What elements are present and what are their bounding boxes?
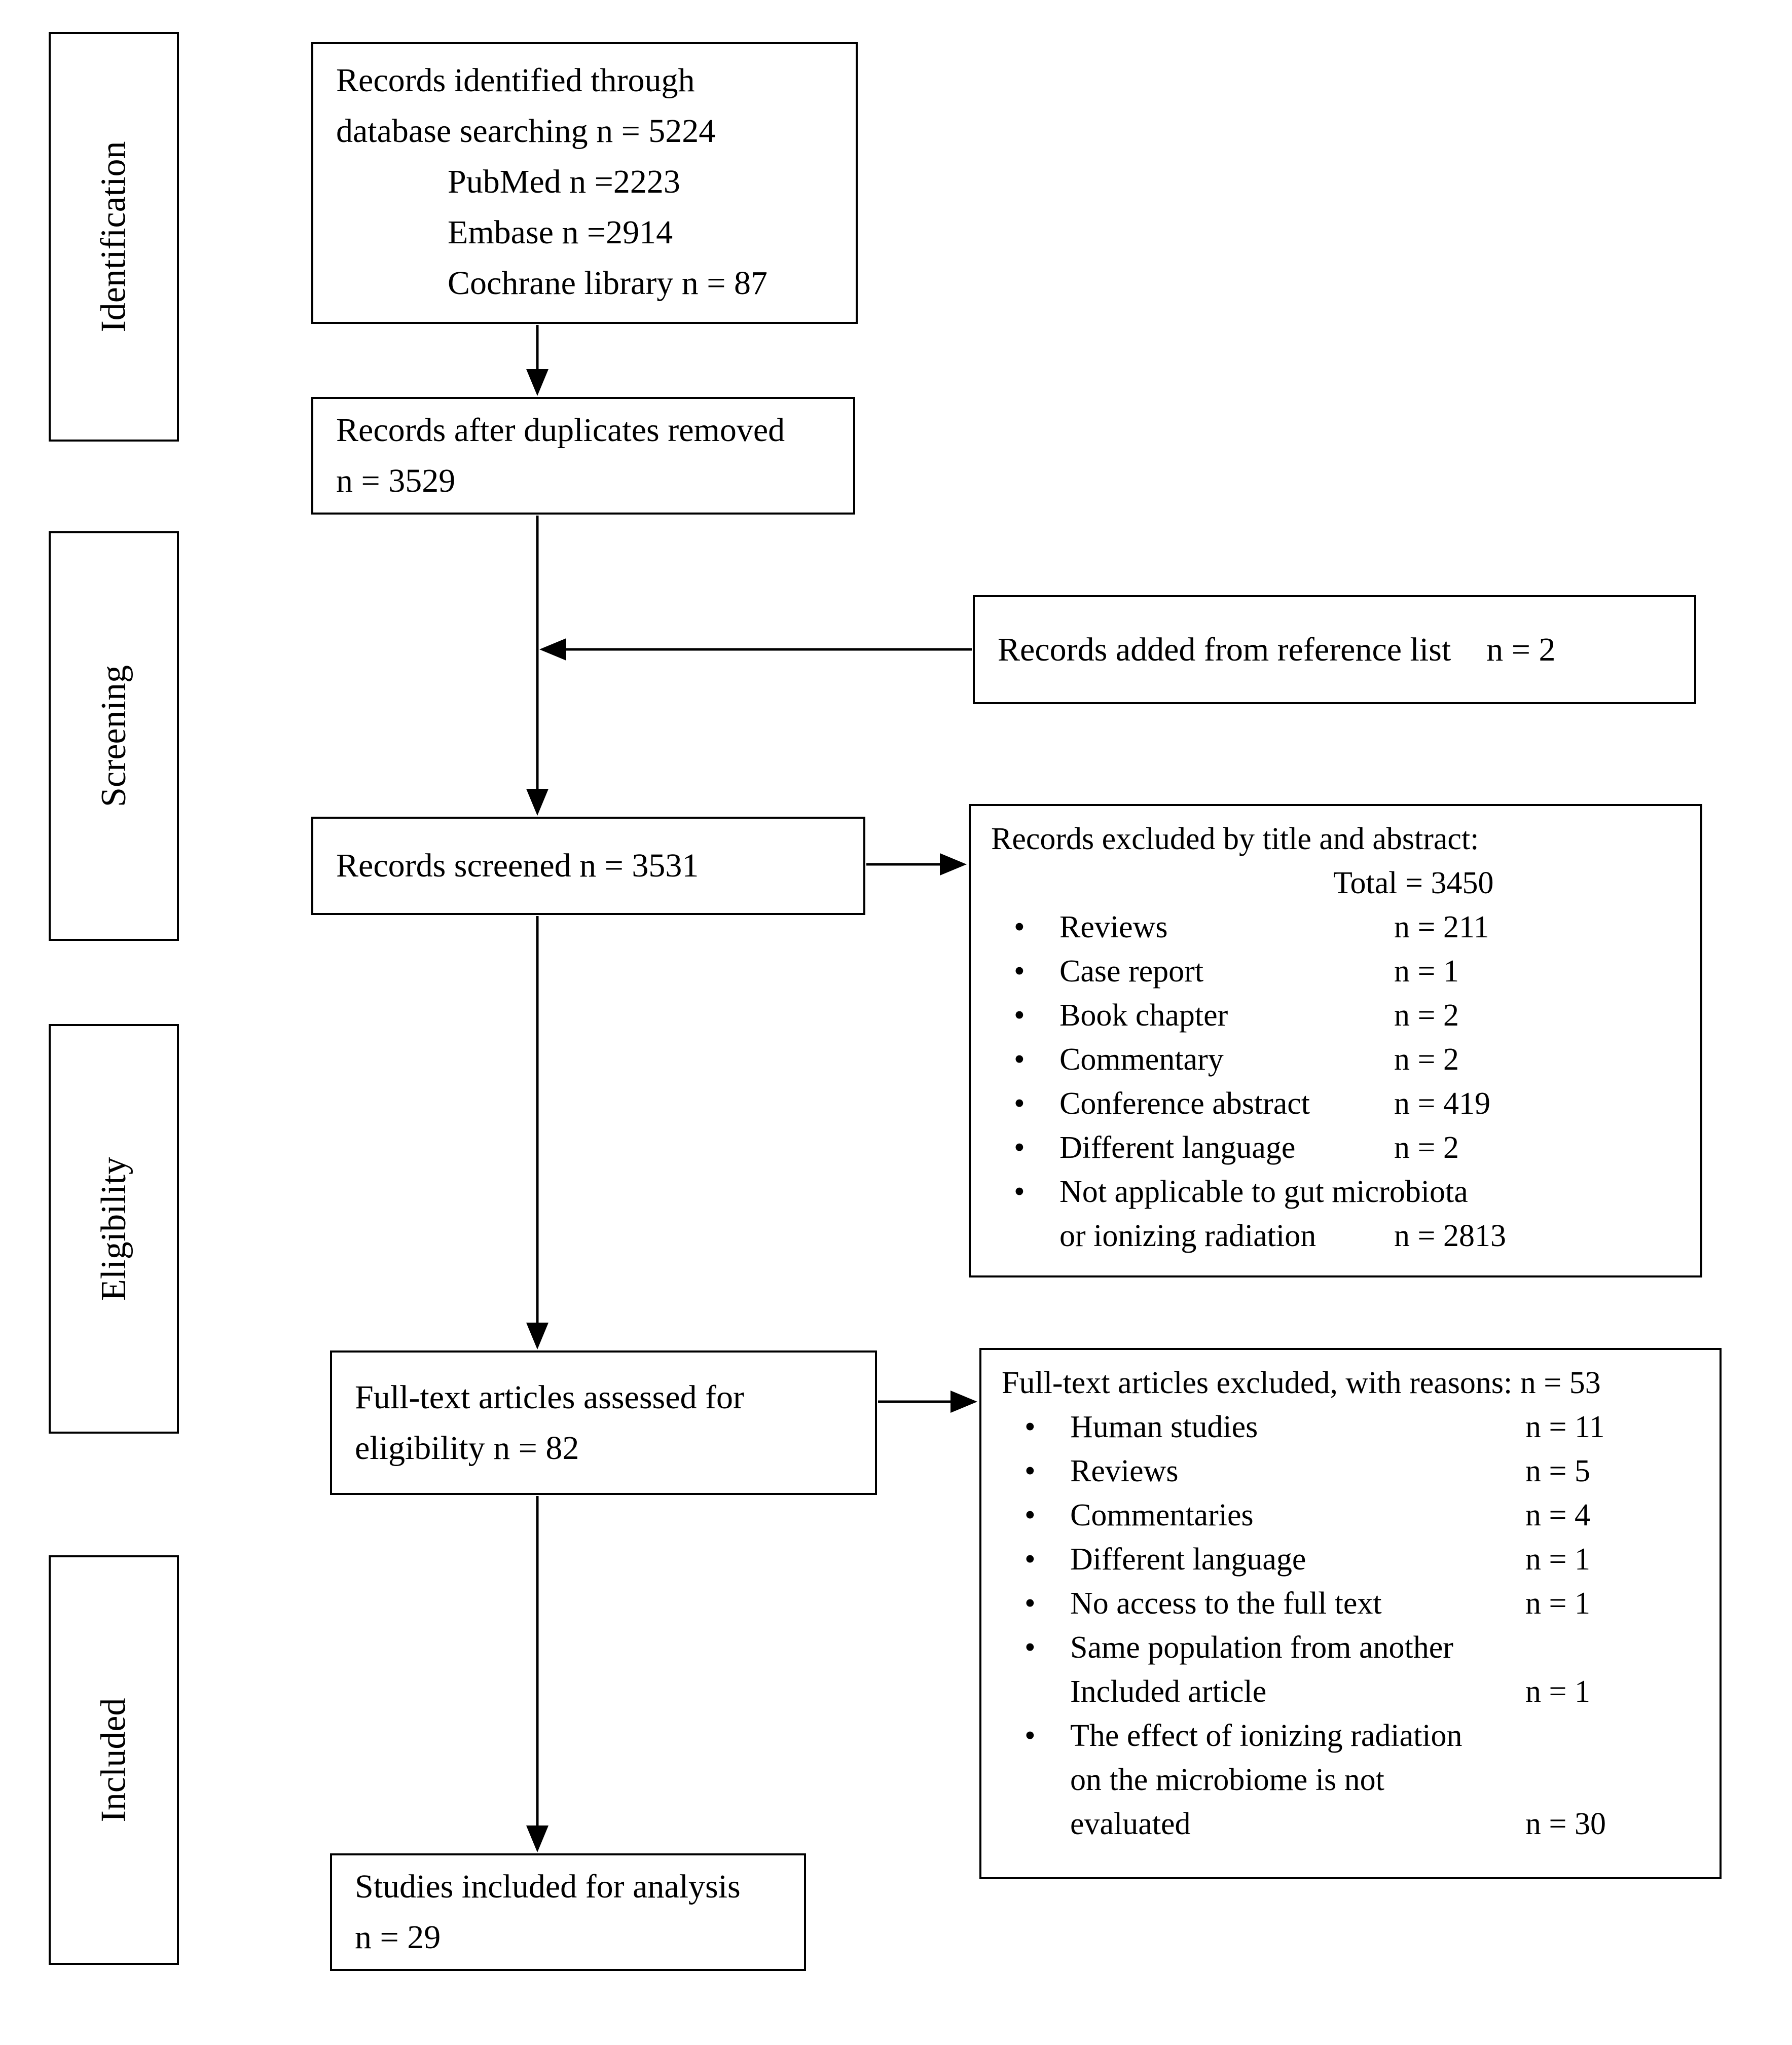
bullet-icon: • <box>1014 1130 1025 1165</box>
exclusion-reason-label: Commentaries n = 4 <box>1070 1493 1699 1538</box>
exclusion-reason-count: n = 1 <box>1525 1542 1590 1577</box>
exclusion-reason-item <box>991 1038 1680 1082</box>
fulltext-assessed-line1: Full-text articles assessed for <box>355 1378 744 1416</box>
exclusion-reason-label: Different language n = 2 <box>1059 1126 1680 1170</box>
exclusion-reason-item <box>1002 1626 1699 1714</box>
studies-included-line2: n = 29 <box>355 1919 441 1956</box>
exclusion-reason-label: on the microbiome is not <box>1070 1763 1384 1797</box>
bullet-icon: • <box>1025 1586 1036 1621</box>
arrow-screened-to-fulltext <box>526 916 548 1349</box>
arrow-screened-to-excluded <box>866 853 967 875</box>
box-records-screened <box>311 817 865 915</box>
fulltext-assessed-line2: eligibility n = 82 <box>355 1429 579 1467</box>
arrow-reference-to-flow <box>539 638 972 661</box>
exclusion-reason-count: n = 30 <box>1525 1807 1606 1841</box>
stage-label-text: Identification <box>94 141 133 333</box>
exclusion-reason-label: Commentary n = 2 <box>1059 1038 1680 1082</box>
exclusion-reason-label: Reviews n = 211 <box>1059 905 1680 950</box>
box-records-identified <box>311 42 858 324</box>
duplicates-removed-line2: n = 3529 <box>336 462 456 499</box>
exclusion-reason-count: n = 5 <box>1525 1454 1590 1488</box>
box-studies-included <box>330 1853 806 1971</box>
exclusion-reason-item <box>991 905 1680 950</box>
source-cochrane: Cochrane library n = 87 <box>448 265 768 302</box>
stage-label-identification <box>49 32 179 442</box>
stage-label-eligibility <box>49 1024 179 1434</box>
studies-included-line1: Studies included for analysis <box>355 1868 741 1905</box>
exclusion-reason-item <box>1002 1538 1699 1582</box>
exclusion-reason-label: Reviews n = 5 <box>1070 1449 1699 1493</box>
exclusion-reason-item <box>1002 1493 1699 1538</box>
arrow-duplicates-to-screened <box>526 516 548 816</box>
bullet-icon: • <box>1025 1719 1036 1753</box>
reference-list-count: n = 2 <box>1486 631 1556 668</box>
bullet-icon: • <box>1014 954 1025 989</box>
excluded-title-abstract-total: Total = 3450 <box>1333 866 1494 900</box>
exclusion-reason-label: The effect of ionizing radiation <box>1070 1719 1462 1753</box>
exclusion-reason-count: n = 1 <box>1525 1586 1590 1621</box>
bullet-icon: • <box>1025 1410 1036 1444</box>
exclusion-reason-item <box>991 994 1680 1038</box>
exclusion-reason-item <box>991 1170 1680 1258</box>
stage-label-text: Included <box>94 1698 133 1822</box>
exclusion-reason-item <box>991 1126 1680 1170</box>
records-identified-line1: Records identified through <box>336 62 695 99</box>
exclusion-reason-count: n = 2 <box>1394 998 1459 1033</box>
arrow-fulltext-to-excluded <box>878 1391 977 1413</box>
exclusion-reason-label: evaluated n = 30 <box>1070 1802 1699 1846</box>
exclusion-reason-label: Same population from another <box>1070 1630 1453 1665</box>
box-duplicates-removed <box>311 397 855 515</box>
arrow-fulltext-to-included <box>526 1496 548 1852</box>
box-fulltext-excluded <box>979 1348 1722 1879</box>
source-pubmed: PubMed n =2223 <box>448 163 680 200</box>
bullet-icon: • <box>1025 1630 1036 1665</box>
stage-label-screening <box>49 531 179 941</box>
exclusion-reason-item <box>991 1082 1680 1126</box>
exclusion-reason-count: n = 4 <box>1525 1498 1590 1532</box>
arrow-identified-to-duplicates <box>526 325 548 396</box>
exclusion-reason-label: Different language n = 1 <box>1070 1538 1699 1582</box>
exclusion-reason-label: No access to the full text n = 1 <box>1070 1582 1699 1626</box>
exclusion-reason-count: n = 211 <box>1394 910 1489 944</box>
exclusion-reason-item <box>991 950 1680 994</box>
box-reference-list <box>973 595 1696 704</box>
exclusion-reason-label: or ionizing radiation n = 2813 <box>1059 1214 1680 1258</box>
records-identified-line2: database searching n = 5224 <box>336 113 716 150</box>
excluded-title-abstract-heading: Records excluded by title and abstract: <box>991 822 1479 856</box>
source-embase: Embase n =2914 <box>448 214 673 251</box>
records-screened-text: Records screened n = 3531 <box>336 847 699 884</box>
exclusion-reason-count: n = 1 <box>1394 954 1459 989</box>
exclusion-reason-item <box>1002 1405 1699 1449</box>
exclusion-reason-count: n = 2 <box>1394 1130 1459 1165</box>
exclusion-reason-item <box>1002 1714 1699 1846</box>
bullet-icon: • <box>1014 1086 1025 1121</box>
excluded-title-abstract-reasons <box>991 905 1680 1258</box>
bullet-icon: • <box>1014 998 1025 1033</box>
box-excluded-title-abstract <box>969 804 1702 1277</box>
bullet-icon: • <box>1014 910 1025 944</box>
exclusion-reason-label: Conference abstract n = 419 <box>1059 1082 1680 1126</box>
exclusion-reason-item <box>1002 1582 1699 1626</box>
bullet-icon: • <box>1014 1042 1025 1077</box>
bullet-icon: • <box>1025 1542 1036 1577</box>
stage-label-text: Eligibility <box>94 1157 133 1301</box>
fulltext-excluded-heading: Full-text articles excluded, with reasons: n = 53 <box>1002 1366 1601 1400</box>
exclusion-reason-label: Case report n = 1 <box>1059 950 1680 994</box>
stage-label-text: Screening <box>94 665 133 807</box>
stage-label-included <box>49 1555 179 1965</box>
bullet-icon: • <box>1025 1454 1036 1488</box>
exclusion-reason-label: Included article n = 1 <box>1070 1670 1699 1714</box>
fulltext-excluded-reasons <box>1002 1405 1699 1846</box>
duplicates-removed-line1: Records after duplicates removed <box>336 412 785 449</box>
exclusion-reason-count: n = 1 <box>1525 1674 1590 1709</box>
bullet-icon: • <box>1014 1175 1025 1209</box>
exclusion-reason-label: Human studies n = 11 <box>1070 1405 1699 1449</box>
exclusion-reason-count: n = 2813 <box>1394 1219 1506 1253</box>
reference-list-label: Records added from reference list <box>998 631 1451 668</box>
exclusion-reason-item <box>1002 1449 1699 1493</box>
exclusion-reason-count: n = 11 <box>1525 1410 1605 1444</box>
exclusion-reason-count: n = 419 <box>1394 1086 1490 1121</box>
exclusion-reason-label: Not applicable to gut microbiota <box>1059 1175 1468 1209</box>
box-fulltext-assessed <box>330 1350 877 1495</box>
bullet-icon: • <box>1025 1498 1036 1532</box>
exclusion-reason-label: Book chapter n = 2 <box>1059 994 1680 1038</box>
exclusion-reason-count: n = 2 <box>1394 1042 1459 1077</box>
